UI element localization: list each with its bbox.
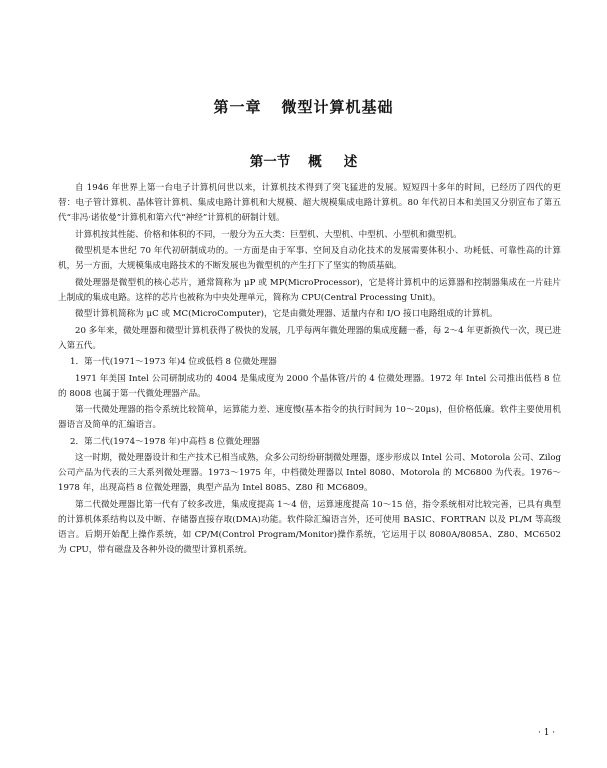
section-title-part-1: 概 bbox=[308, 154, 322, 170]
paragraph: 自 1946 年世界上第一台电子计算机问世以来，计算机技术得到了突飞猛进的发展。短短四十多年的时间，已经历了四代的更替：电子管计算机、晶体管计算机、集成电路计算机和大规模、超大规模集成电路计算机。80 年代初日本和美国又分别宣布了第五代“非冯·诺依曼”计算机和第六代“神经”计算机的研制计划。 bbox=[58, 183, 561, 223]
body-text bbox=[58, 181, 561, 559]
page-number: · 1 · bbox=[538, 728, 556, 738]
paragraph: 微型计算机简称为 μC 或 MC(MicroComputer)，它是由微处理器、适量内存和 I/O 接口电路组成的计算机。 bbox=[75, 309, 498, 319]
subsection-heading: 1．第一代(1971～1973 年)4 位或低档 8 位微处理器 bbox=[70, 357, 277, 367]
paragraph: 这一时期，微处理器设计和生产技术已相当成熟，众多公司纷纷研制微处理器，逐步形成以 Intel 公司、Motorola 公司、Zilog 公司产品为代表的三大系列微处理器。1973～1975 年，中档微处理器以 Intel 8080、Motorola 的 MC6800 为代表。1976～1978 年，出现高档 8 位微处理器，典型产品为 Intel 8085、Z80 和 MC6809。 bbox=[58, 453, 561, 493]
chapter-number: 第一章 bbox=[213, 98, 262, 116]
section-title-part-2: 述 bbox=[343, 154, 358, 170]
chapter-heading bbox=[0, 96, 607, 117]
paragraph: 第二代微处理器比第一代有了较多改进，集成度提高 1～4 倍，运算速度提高 10～15 倍，指令系统相对比较完善，已具有典型的计算机体系结构以及中断、存储器直接存取(DMA)功能。软件除汇编语言外，还可使用 BASIC、FORTRAN 以及 PL/M 等高级语言。后期开始配上操作系统，如 CP/M(Control Program/Monitor)操作系统，它运用于以 8080A/8085A、Z80、MC6502 为 CPU，带有磁盘及各种外设的微型计算机系统。 bbox=[58, 499, 561, 555]
subsection-heading: 2．第二代(1974～1978 年)中高档 8 位微处理器 bbox=[70, 436, 260, 447]
paragraph: 微型机是本世纪 70 年代初研制成功的。一方面是由于军事、空间及自动化技术的发展需要体积小、功耗低、可靠性高的计算机，另一方面，大规模集成电路技术的不断发展也为微型机的产生打下了坚实的物质基础。 bbox=[58, 246, 561, 271]
section-number: 第一节 bbox=[249, 154, 291, 170]
paragraph: 第一代微处理器的指令系统比较简单，运算能力差、速度慢(基本指令的执行时间为 10～20μs)，但价格低廉。软件主要使用机器语言及简单的汇编语言。 bbox=[58, 405, 561, 430]
paragraph: 1971 年美国 Intel 公司研制成功的 4004 是集成度为 2000 个晶体管/片的 4 位微处理器。1972 年 Intel 公司推出低档 8 位的 8008 也属于第一代微处理器产品。 bbox=[58, 373, 561, 399]
paragraph: 20 多年来，微处理器和微型计算机获得了极快的发展，几乎每两年微处理器的集成度翻一番，每 2～4 年更新换代一次，现已进入第五代。 bbox=[58, 325, 561, 351]
paragraph: 微处理器是微型机的核心芯片，通常简称为 μP 或 MP(MicroProcessor)，它是将计算机中的运算器和控制器集成在一片硅片上制成的集成电路。这样的芯片也被称为中央处理单元，简称为 CPU(Central Processing Unit)。 bbox=[58, 277, 561, 303]
section-heading bbox=[0, 150, 607, 170]
chapter-title: 微型计算机基础 bbox=[281, 98, 394, 116]
paragraph: 计算机按其性能、价格和体积的不同，一般分为五大类：巨型机、大型机、中型机、小型机和微型机。 bbox=[75, 229, 462, 240]
